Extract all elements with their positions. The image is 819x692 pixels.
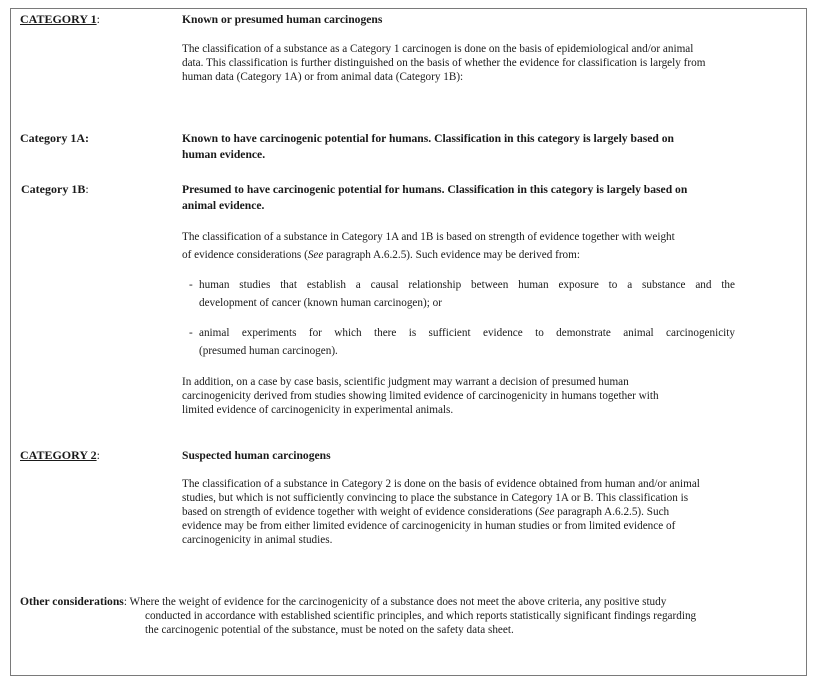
category-1a-heading xyxy=(182,131,674,163)
category-1-text xyxy=(182,42,705,84)
category-1a-label: Category 1A: xyxy=(20,131,89,145)
heading-line: Presumed to have carcinogenic potential for humans. Classification in this category is largely based on xyxy=(182,183,688,196)
other-text-line: Where the weight of evidence for the carcinogenicity of a substance does not meet the above criteria, any positive study xyxy=(129,596,667,608)
category-1-label-text: CATEGORY 1 xyxy=(20,12,97,26)
bullet-marker: - xyxy=(189,327,193,339)
text-line xyxy=(182,246,675,264)
category-2-label-text: CATEGORY 2 xyxy=(20,448,97,462)
text-line: limited evidence of carcinogenicity in experimental animals. xyxy=(182,404,454,416)
text-fragment: based on strength of evidence together with weight of evidence considerations ( xyxy=(182,506,539,518)
heading-line: animal evidence. xyxy=(182,199,265,212)
bullet-item xyxy=(189,276,193,294)
text-line: conducted in accordance with established scientific principles, and which reports statistically significant findings regarding xyxy=(145,610,697,622)
other-considerations-cont xyxy=(145,609,696,637)
text-line: carcinogenicity derived from studies showing limited evidence of carcinogenicity in humans together with xyxy=(182,390,659,402)
text-line: the carcinogenic potential of the substance, must be noted on the safety data sheet. xyxy=(145,624,514,636)
category-1b-text xyxy=(182,228,675,264)
bullet-line: (presumed human carcinogen). xyxy=(199,345,338,357)
text-fragment: paragraph A.6.2.5). Such xyxy=(554,506,670,518)
text-fragment: paragraph A.6.2.5). Such evidence may be derived from: xyxy=(323,249,580,261)
text-line xyxy=(182,505,700,519)
see-italic: See xyxy=(538,506,555,518)
bullet-item-text xyxy=(199,276,735,312)
text-line: The classification of a substance in Category 1A and 1B is based on strength of evidence together with weight xyxy=(182,231,675,243)
other-considerations xyxy=(20,595,666,609)
bullet-marker: - xyxy=(189,279,193,291)
category-1b-label-text: Category 1B xyxy=(21,182,86,196)
see-italic: See xyxy=(307,249,324,261)
bullet-item xyxy=(189,324,193,342)
bullet-line: human studies that establish a causal relationship between human exposure to a substance and the xyxy=(199,279,735,291)
bullet-line: development of cancer (known human carcinogen); or xyxy=(199,297,442,309)
category-1-label xyxy=(20,12,100,27)
text-line: data. This classification is further distinguished on the basis of whether the evidence for classification is largely from xyxy=(182,57,706,69)
other-considerations-colon: : xyxy=(123,596,127,608)
category-2-heading: Suspected human carcinogens xyxy=(182,449,331,462)
category-1b-heading xyxy=(182,182,687,214)
text-line: studies, but which is not sufficiently convincing to place the substance in Category 1A or B. This classification is xyxy=(182,492,689,504)
text-line: carcinogenicity in animal studies. xyxy=(182,534,333,546)
bullet-item-text xyxy=(199,324,735,360)
other-considerations-label: Other considerations xyxy=(20,595,124,608)
text-line: In addition, on a case by case basis, scientific judgment may warrant a decision of presumed human xyxy=(182,376,629,388)
heading-line: human evidence. xyxy=(182,148,266,161)
category-2-label-colon: : xyxy=(96,448,100,462)
heading-line: Known to have carcinogenic potential for humans. Classification in this category is largely based on xyxy=(182,132,674,145)
category-1-heading: Known or presumed human carcinogens xyxy=(182,13,383,26)
text-line: The classification of a substance as a Category 1 carcinogen is done on the basis of epidemiological and/or animal xyxy=(182,43,694,55)
text-line xyxy=(20,595,666,609)
bullet-line: animal experiments for which there is sufficient evidence to demonstrate animal carcinogenicity xyxy=(199,327,735,339)
category-1-label-colon: : xyxy=(96,12,100,26)
text-line: The classification of a substance in Category 2 is done on the basis of evidence obtained from human and/or animal xyxy=(182,478,700,490)
text-fragment: of evidence considerations ( xyxy=(182,249,308,261)
text-line: human data (Category 1A) or from animal data (Category 1B): xyxy=(182,71,464,83)
text-line: evidence may be from either limited evidence of carcinogenicity in human studies or from limited evidence of xyxy=(182,520,676,532)
category-1b-label-colon: : xyxy=(85,182,89,196)
category-1b-addition xyxy=(182,375,659,417)
category-1b-label xyxy=(21,182,89,197)
category-2-text xyxy=(182,477,700,547)
category-2-label xyxy=(20,448,100,463)
